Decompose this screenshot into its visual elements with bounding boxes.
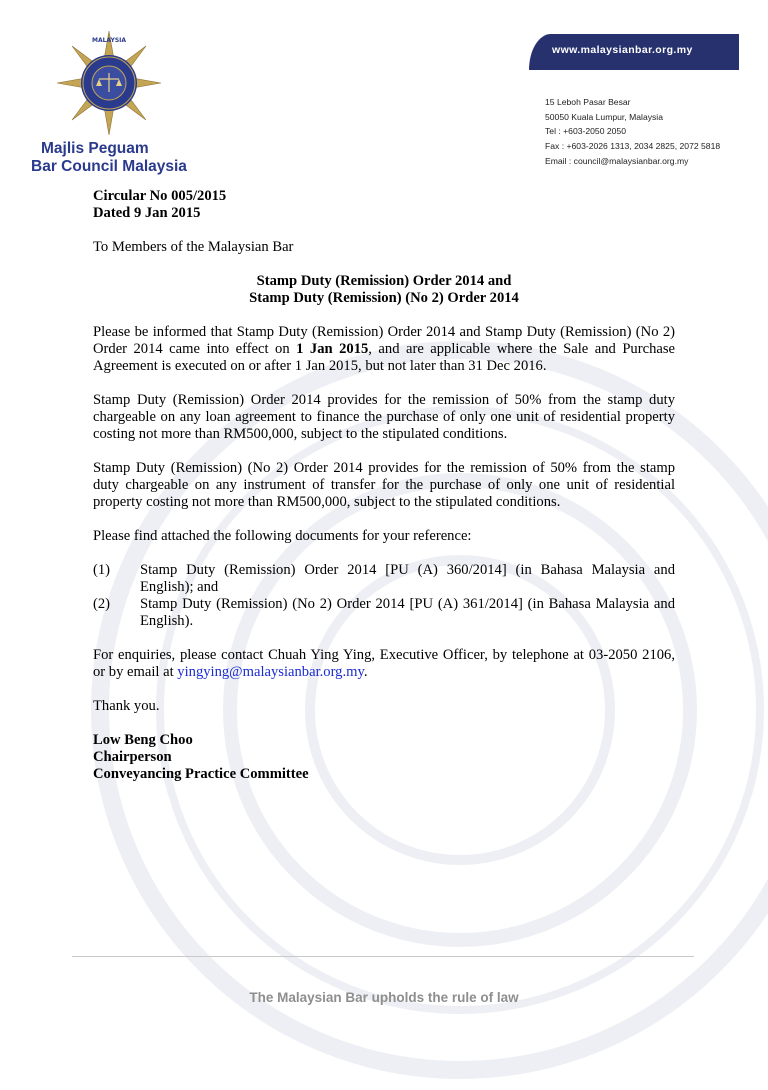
paragraph-transfer-instrument: Stamp Duty (Remission) (No 2) Order 2014 provides for the remission of 50% from the stamp duty chargeable on any instrument of transfer for the purchase of only one unit of residential property costing not more than RM500,000, subject to the stipulated conditions. — [93, 460, 675, 510]
attachment-number: (1) — [93, 562, 111, 578]
organization-name — [31, 140, 187, 176]
attachment-item — [93, 596, 675, 630]
subject-line-2: Stamp Duty (Remission) (No 2) Order 2014 — [249, 290, 519, 306]
p5-text-b: . — [363, 664, 368, 680]
website-banner[interactable]: www.malaysianbar.org.my — [529, 34, 739, 70]
circular-number: Circular No 005/2015 — [93, 188, 227, 204]
subject-line-1: Stamp Duty (Remission) Order 2014 and — [256, 273, 512, 289]
paragraph-enquiries — [93, 647, 675, 681]
paragraph-attachments-intro: Please find attached the following documents for your reference: — [93, 528, 472, 544]
fax: Fax : +603-2026 1313, 2034 2825, 2072 5818 — [545, 141, 721, 152]
closing: Thank you. — [93, 698, 160, 714]
attachment-number: (2) — [93, 596, 111, 612]
footer-tagline: The Malaysian Bar upholds the rule of law — [249, 990, 519, 1005]
contact-block — [545, 95, 720, 169]
bar-council-logo — [56, 28, 162, 138]
org-name-english: Bar Council Malaysia — [31, 158, 187, 175]
signatory-name: Low Beng Choo — [93, 732, 193, 748]
circular-date: Dated 9 Jan 2015 — [93, 205, 201, 221]
address-line-2: 50050 Kuala Lumpur, Malaysia — [545, 111, 664, 122]
org-name-malay: Majlis Peguam — [41, 140, 149, 157]
paragraph-effective-date — [93, 324, 675, 375]
letter-body — [93, 188, 675, 783]
salutation: To Members of the Malaysian Bar — [93, 239, 294, 255]
p1-text-a: Please be informed that Stamp Duty (Remission) Order 2014 and Stamp Duty (Remission) (No 2) Order 2014 came into effect on — [93, 324, 675, 357]
paragraph-loan-agreement: Stamp Duty (Remission) Order 2014 provides for the remission of 50% from the stamp duty chargeable on any loan agreement to finance the purchase of only one unit of residential property costing not more than RM500,000, subject to the stipulated conditions. — [93, 392, 675, 442]
signatory-role: Chairperson — [93, 749, 172, 765]
footer-divider — [72, 956, 694, 957]
email: Email : council@malaysianbar.org.my — [545, 155, 689, 166]
address-line-1: 15 Leboh Pasar Besar — [545, 97, 631, 107]
attachment-text: Stamp Duty (Remission) Order 2014 [PU (A) 360/2014] (in Bahasa Malaysia and English); and — [140, 562, 675, 595]
enquiry-email-link[interactable]: yingying@malaysianbar.org.my — [177, 664, 364, 680]
telephone: Tel : +603-2050 2050 — [545, 126, 626, 137]
signatory-committee: Conveyancing Practice Committee — [93, 766, 309, 782]
p1-text-b: , and are applicable where the Sale and Purchase Agreement is executed on or after 1 Jan 2015, but not later than 31 Dec 2016. — [93, 341, 675, 374]
svg-text:MALAYSIA: MALAYSIA — [91, 37, 127, 44]
p5-text-a: For enquiries, please contact Chuah Ying Ying, Executive Officer, by telephone at 03-2050 2106, or by email at — [93, 647, 675, 680]
p1-effective-date: 1 Jan 2015 — [296, 341, 369, 357]
attachment-text: Stamp Duty (Remission) (No 2) Order 2014 [PU (A) 361/2014] (in Bahasa Malaysia and English). — [140, 596, 675, 629]
attachment-item — [93, 562, 675, 596]
